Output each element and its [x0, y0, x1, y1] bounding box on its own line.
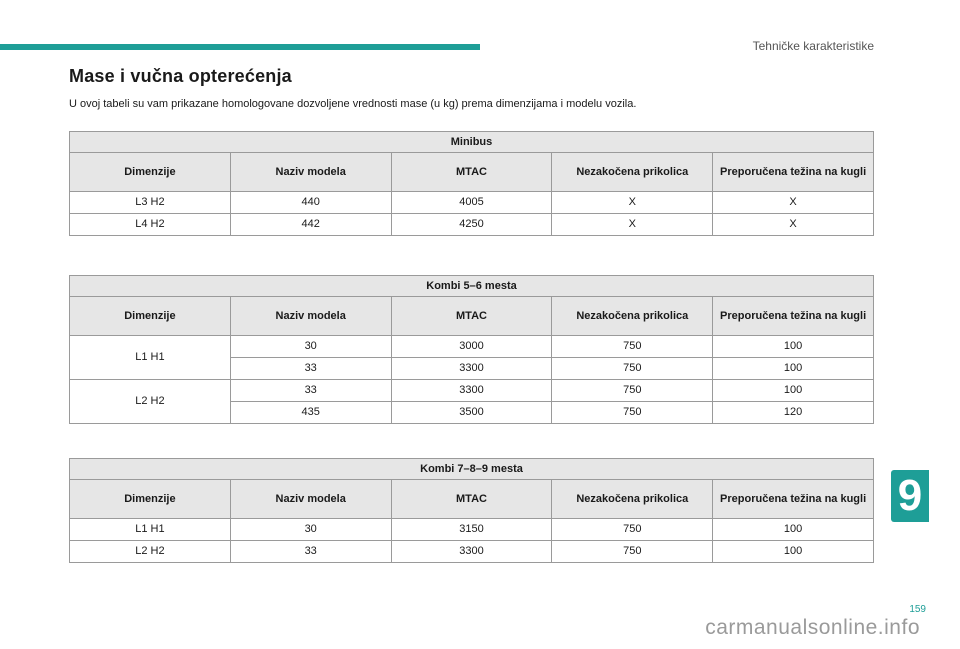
- table-cell: X: [552, 192, 713, 214]
- table-cell: 750: [552, 336, 713, 358]
- table-group-header: Kombi 5–6 mesta: [70, 276, 874, 297]
- table-cell: 100: [713, 336, 874, 358]
- table-cell: L1 H1: [70, 519, 231, 541]
- column-header: MTAC: [391, 297, 552, 336]
- table-cell: L2 H2: [70, 380, 231, 424]
- watermark: carmanualsonline.info: [705, 616, 920, 639]
- table-row: [70, 519, 874, 541]
- page-number: 159: [909, 604, 926, 615]
- section-title: Tehničke karakteristike: [752, 39, 874, 53]
- table-cell: L3 H2: [70, 192, 231, 214]
- table-cell: 750: [552, 358, 713, 380]
- table-cell: 100: [713, 519, 874, 541]
- table-cell: X: [713, 214, 874, 236]
- kombi-5-6-table: [69, 275, 874, 424]
- table-cell: X: [713, 192, 874, 214]
- column-header: MTAC: [391, 153, 552, 192]
- table-group-header: Minibus: [70, 132, 874, 153]
- table-row: [70, 541, 874, 563]
- column-header: Nezakočena prikolica: [552, 153, 713, 192]
- column-header: Dimenzije: [70, 480, 231, 519]
- table-cell: 33: [230, 541, 391, 563]
- table-cell: 750: [552, 541, 713, 563]
- column-header: Nezakočena prikolica: [552, 297, 713, 336]
- table-cell: 3300: [391, 358, 552, 380]
- column-header: Naziv modela: [230, 297, 391, 336]
- column-header: Dimenzije: [70, 297, 231, 336]
- table-cell: 3300: [391, 541, 552, 563]
- table-cell: 30: [230, 519, 391, 541]
- table-cell: 33: [230, 358, 391, 380]
- table-cell: L4 H2: [70, 214, 231, 236]
- table-cell: 33: [230, 380, 391, 402]
- column-header: Naziv modela: [230, 153, 391, 192]
- table-cell: X: [552, 214, 713, 236]
- column-header: MTAC: [391, 480, 552, 519]
- table-cell: 3150: [391, 519, 552, 541]
- table-cell: L2 H2: [70, 541, 231, 563]
- header-accent-bar: [0, 44, 480, 50]
- table-row: [70, 192, 874, 214]
- column-header: Preporučena težina na kugli: [713, 480, 874, 519]
- table-row: [70, 380, 874, 402]
- table-cell: 3000: [391, 336, 552, 358]
- table-group-header: Kombi 7–8–9 mesta: [70, 459, 874, 480]
- page-title: Mase i vučna opterećenja: [69, 66, 292, 86]
- kombi-7-8-9-table: [69, 458, 874, 563]
- table-cell: 100: [713, 380, 874, 402]
- table-row: [70, 214, 874, 236]
- table-cell: 442: [230, 214, 391, 236]
- table-cell: 750: [552, 402, 713, 424]
- table-cell: L1 H1: [70, 336, 231, 380]
- chapter-tab: 9: [891, 470, 929, 522]
- table-cell: 435: [230, 402, 391, 424]
- intro-text: U ovoj tabeli su vam prikazane homologovane dozvoljene vrednosti mase (u kg) prema dimenzijama i modelu vozila.: [69, 98, 637, 110]
- table-cell: 750: [552, 519, 713, 541]
- column-header: Nezakočena prikolica: [552, 480, 713, 519]
- table-cell: 30: [230, 336, 391, 358]
- column-header: Preporučena težina na kugli: [713, 297, 874, 336]
- table-cell: 3300: [391, 380, 552, 402]
- table-cell: 100: [713, 358, 874, 380]
- table-cell: 750: [552, 380, 713, 402]
- column-header: Dimenzije: [70, 153, 231, 192]
- table-cell: 3500: [391, 402, 552, 424]
- table-cell: 440: [230, 192, 391, 214]
- table-cell: 100: [713, 541, 874, 563]
- table-cell: 4005: [391, 192, 552, 214]
- table-row: [70, 336, 874, 358]
- table-cell: 120: [713, 402, 874, 424]
- column-header: Preporučena težina na kugli: [713, 153, 874, 192]
- column-header: Naziv modela: [230, 480, 391, 519]
- minibus-table: [69, 131, 874, 236]
- table-cell: 4250: [391, 214, 552, 236]
